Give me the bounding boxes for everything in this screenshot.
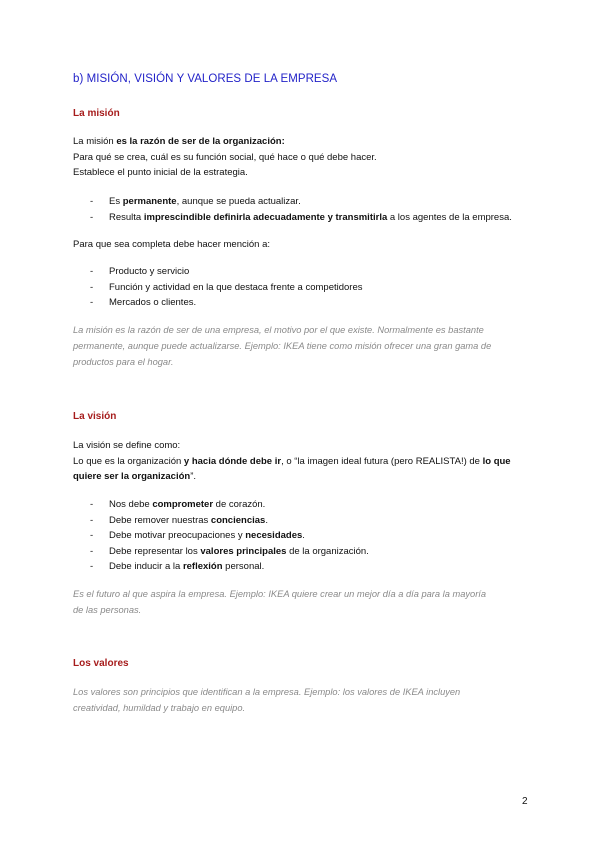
mision-complete-intro: Para que sea completa debe hacer mención a: <box>73 239 270 250</box>
example-line: Los valores son principios que identifican a la empresa. Ejemplo: los valores de IKEA incluyen <box>73 687 461 697</box>
list-item <box>73 528 533 544</box>
list-item <box>73 295 533 311</box>
text-run: Debe inducir a la <box>109 561 183 573</box>
example-line: de las personas. <box>73 605 142 615</box>
vision-example <box>73 586 533 618</box>
mision-line-2: Para qué se crea, cuál es su función social, qué hace o qué debe hacer. <box>73 151 377 163</box>
bold-text: comprometer <box>152 499 214 510</box>
list-item <box>73 559 533 575</box>
mision-definition <box>73 134 533 181</box>
text-run: Lo que es la organización <box>73 455 184 467</box>
text-run: . <box>265 514 268 526</box>
text-run: Debe motivar preocupaciones y <box>109 530 246 542</box>
text-run: . <box>302 530 305 542</box>
dash-marker: - <box>90 530 94 542</box>
text-run: Debe remover nuestras <box>109 514 211 526</box>
text-run: Resulta <box>109 211 144 223</box>
mision-bullets <box>73 194 533 225</box>
bold-text: es la razón de ser de la organización: <box>116 136 285 147</box>
dash-marker: - <box>90 211 94 223</box>
bold-text: valores principales <box>200 545 287 557</box>
bold-text: y hacia dónde debe ir <box>183 455 282 467</box>
mision-example <box>73 322 533 370</box>
text-run: Es <box>109 196 123 207</box>
example-line: creatividad, humildad y trabajo en equipo. <box>73 703 246 713</box>
text-run: Debe representar los <box>109 545 201 557</box>
dash-marker: - <box>90 281 94 293</box>
vision-bullets <box>73 497 533 575</box>
valores-example <box>73 684 533 716</box>
vision-line-2 <box>73 454 533 470</box>
section-heading: b) MISIÓN, VISIÓN Y VALORES DE LA EMPRESA <box>73 73 338 85</box>
text-run: La misión <box>73 136 117 147</box>
text-run: ”. <box>190 471 197 482</box>
text-run: , aunque se pueda actualizar. <box>176 196 301 207</box>
dash-marker: - <box>90 561 94 573</box>
item-text: Mercados o clientes. <box>109 297 197 309</box>
vision-line-1: La visión se define como: <box>73 440 181 451</box>
dash-marker: - <box>90 499 94 510</box>
text-run: personal. <box>222 561 265 573</box>
text-run: , o “la imagen ideal futura (pero REALISTA!) de <box>281 455 483 467</box>
dash-marker: - <box>90 545 94 557</box>
example-line: Es el futuro al que aspira la empresa. Ejemplo: IKEA quiere crear un mejor día a día para la mayoría <box>73 589 487 599</box>
valores-title: Los valores <box>73 658 129 669</box>
list-item <box>73 544 533 560</box>
dash-marker: - <box>90 297 94 309</box>
item-text: Producto y servicio <box>109 266 190 277</box>
dash-marker: - <box>90 196 94 207</box>
bold-text: permanente <box>122 196 177 207</box>
list-item <box>73 210 533 226</box>
vision-line-3 <box>73 469 533 485</box>
bold-text: quiere ser la organización <box>73 471 191 482</box>
dash-marker: - <box>90 266 94 277</box>
mision-title: La misión <box>73 108 120 119</box>
dash-marker: - <box>90 514 94 526</box>
bold-text: conciencias <box>210 514 266 526</box>
mision-items <box>73 264 533 311</box>
vision-title: La visión <box>73 411 117 422</box>
example-line: productos para el hogar. <box>73 357 174 367</box>
bold-text: necesidades <box>245 530 303 542</box>
list-item <box>73 280 533 296</box>
list-item <box>73 264 533 280</box>
list-item <box>73 194 533 210</box>
list-item <box>73 497 533 513</box>
bold-text: imprescindible definirla adecuadamente y transmitirla <box>143 211 388 223</box>
text-run: de corazón. <box>213 499 266 510</box>
text-run: de la organización. <box>286 545 369 557</box>
bold-text: lo que <box>482 455 511 467</box>
mision-line-1 <box>73 134 533 150</box>
list-item <box>73 513 533 529</box>
vision-definition <box>73 438 533 485</box>
item-text: Función y actividad en la que destaca frente a competidores <box>109 281 363 293</box>
example-line: La misión es la razón de ser de una empresa, el motivo por el que existe. Normalmente es bastante <box>73 325 484 335</box>
example-line: permanente, aunque puede actualizarse. Ejemplo: IKEA tiene como misión ofrecer una gran gama de <box>73 341 492 351</box>
text-run: a los agentes de la empresa. <box>387 211 512 223</box>
bold-text: reflexión <box>182 561 223 573</box>
mision-line-3: Establece el punto inicial de la estrategia. <box>73 167 248 178</box>
page-number: 2 <box>522 796 528 807</box>
text-run: Nos debe <box>109 499 153 510</box>
